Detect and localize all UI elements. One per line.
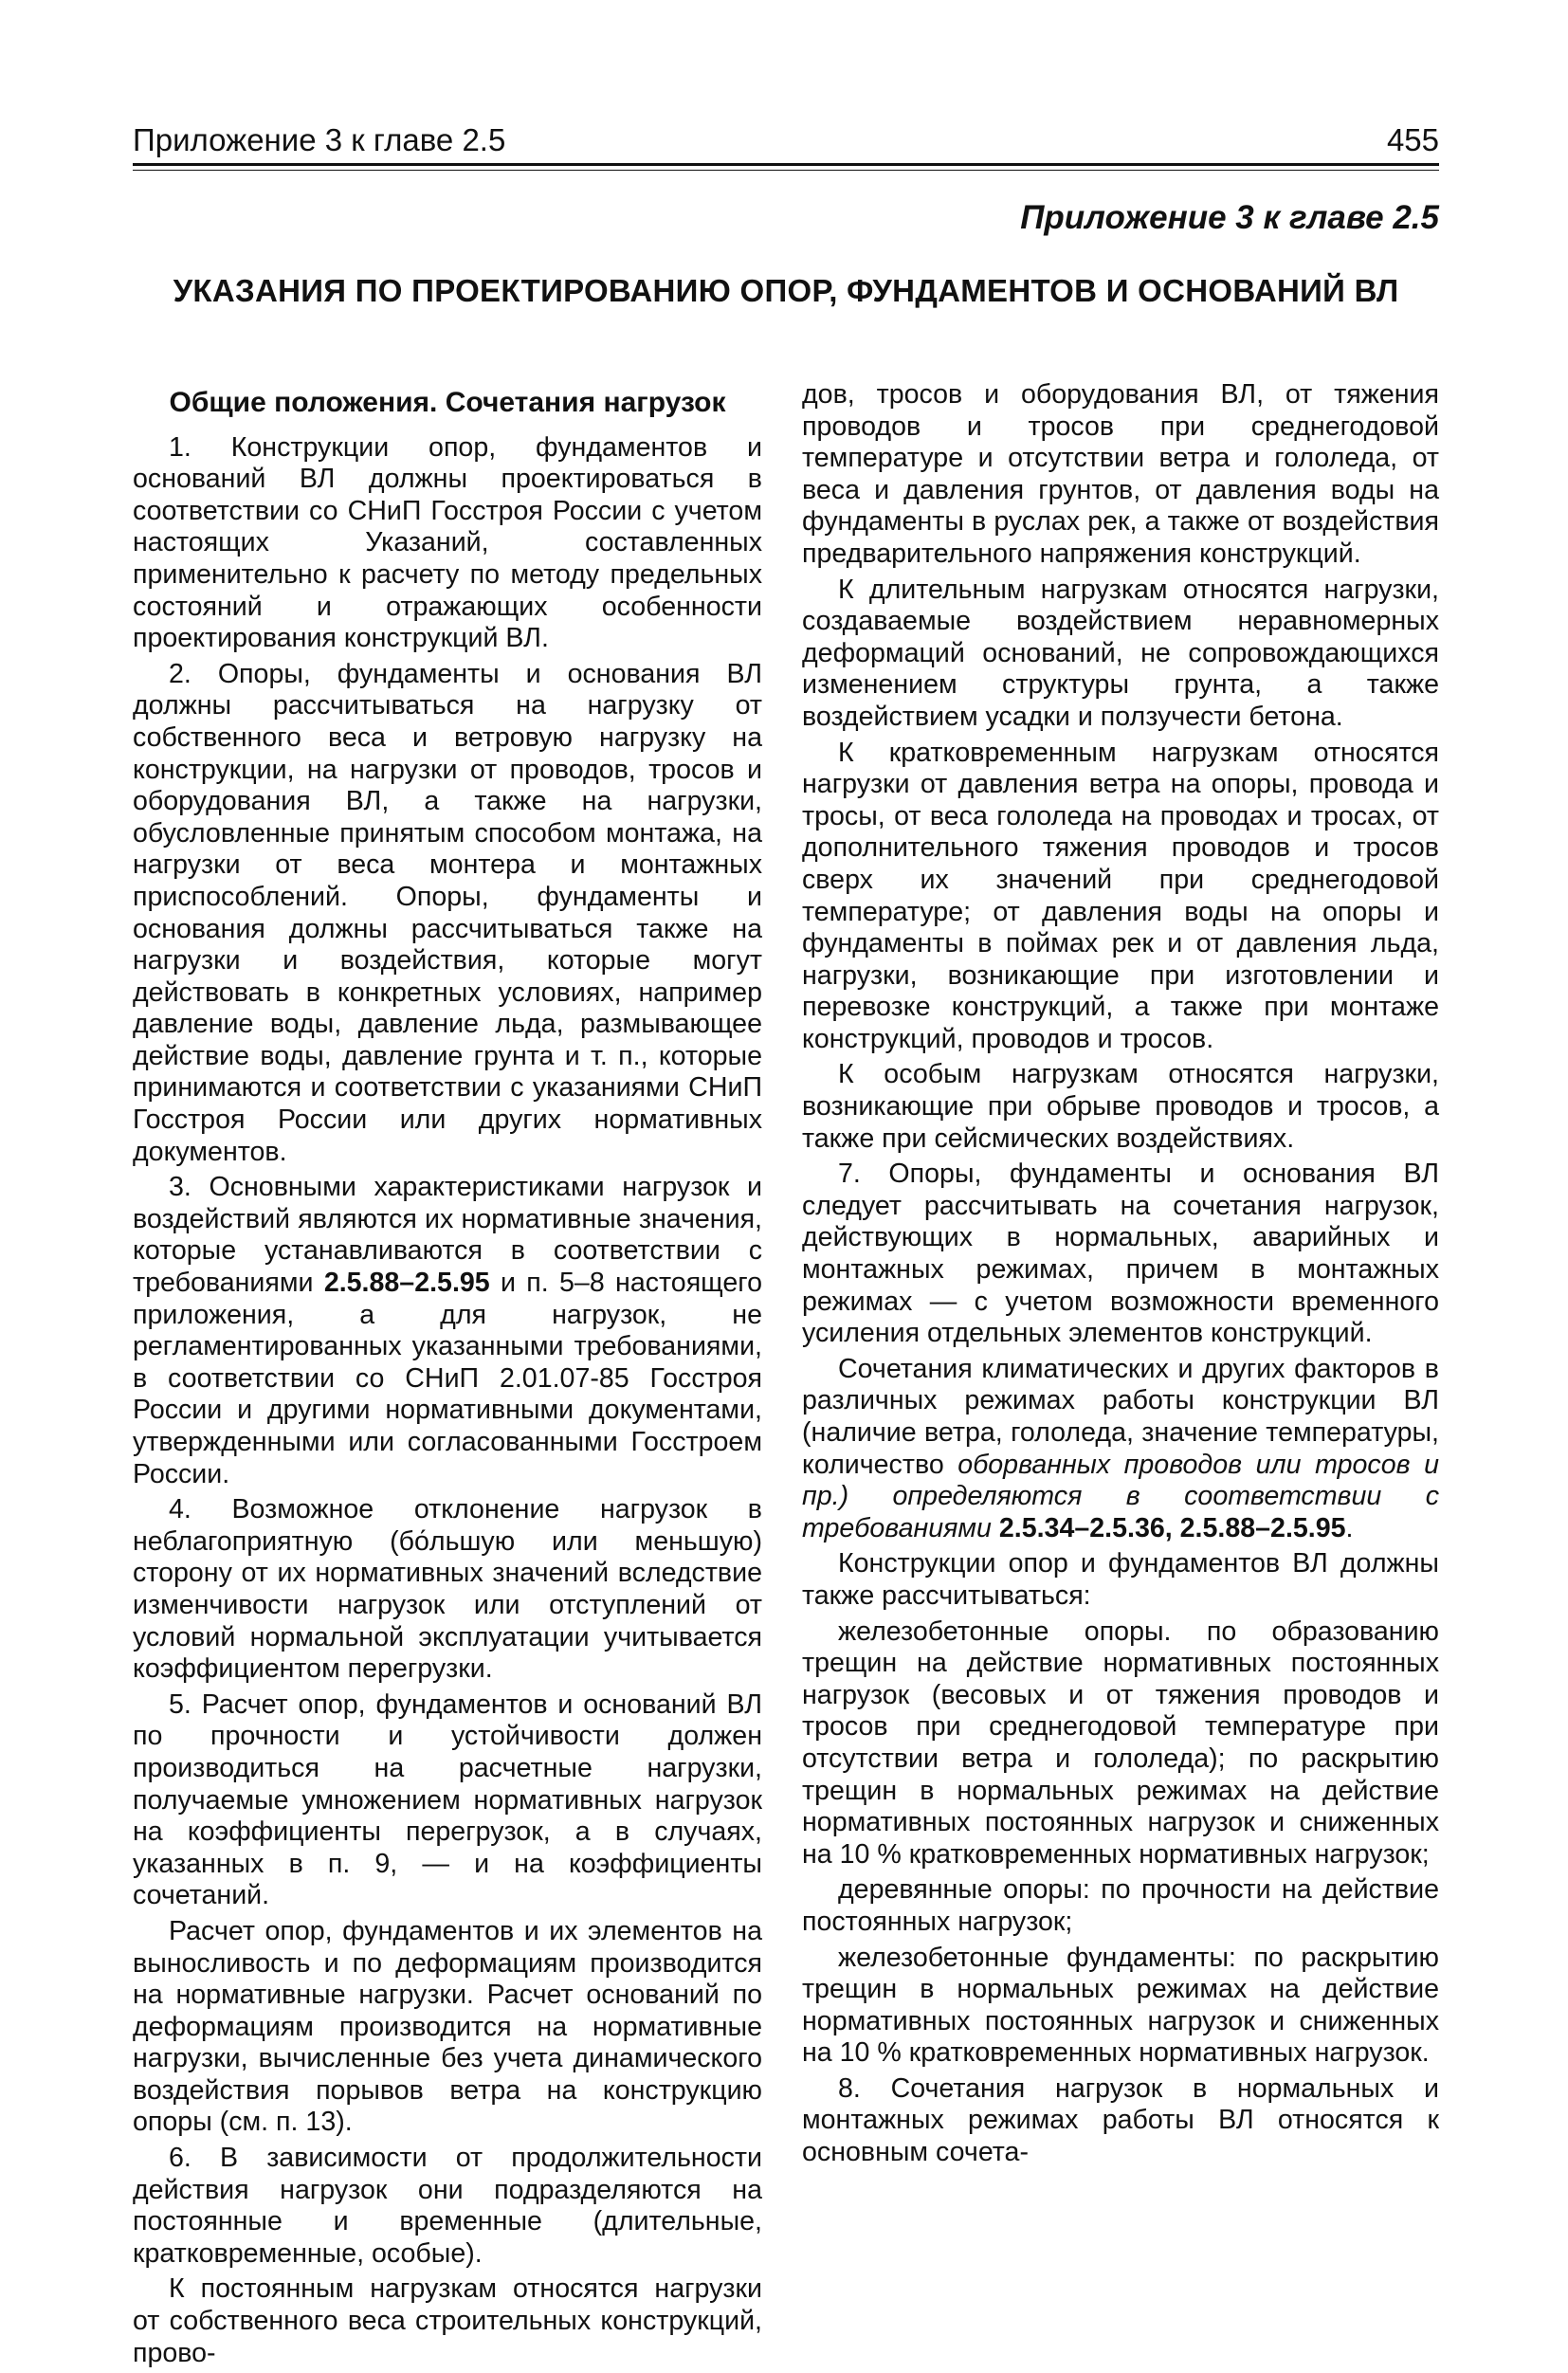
paragraph-7-combinations: 7. Опоры, фундаменты и основания ВЛ следует рассчитывать на сочетания нагрузок, действующих в нормальных, аварийных и монтажных режимах, причем в монтажных режимах — с учетом возможности временного усиления отдельных элементов конструкций. bbox=[802, 1159, 1439, 1349]
header-rule-thick bbox=[133, 163, 1439, 166]
paragraph-special-loads: К особым нагрузкам относятся нагрузки, возникающие при обрыве проводов и тросов, а также при сейсмических воздействиях. bbox=[802, 1059, 1439, 1154]
paragraph-2: 2. Опоры, фундаменты и основания ВЛ должны рассчитываться на нагрузку от собственного веса и ветровую нагрузку на конструкции, на нагрузки от проводов, тросов и оборудования ВЛ, а также на нагрузки, обусловленные принятым способом монтажа, на нагрузки от веса монтера и монтажных приспособлений. Опоры, фундаменты и основания должны рассчитываться также на нагрузки и воздействия, которые могут действовать в конкретных условиях, например давление воды, давление льда, размывающее действие воды, давление грунта и т. п., которые принимаются и соответствии с указаниями СНиП Госстроя России или других нормативных документов. bbox=[133, 658, 762, 1167]
paragraph-3-text-a: 3. Основными характеристиками нагрузок и воздействий являются их нормативные значения, которые устанавливаются в соответствии с требованиями bbox=[133, 1172, 762, 1299]
paragraph-3 bbox=[133, 1172, 762, 1490]
running-title: Приложение 3 к главе 2.5 bbox=[133, 122, 506, 157]
paragraph-4: 4. Возможное отклонение нагрузок в неблагоприятную (бо́льшую или меньшую) сторону от их нормативных значений вследствие изменчивости нагрузок или отступлений от условий нормальной эксплуатации учитывается коэффициентом перегрузки. bbox=[133, 1494, 762, 1685]
paragraph-6: Расчет опор, фундаментов и их элементов на выносливость и по деформациям производится на нормативные нагрузки. Расчет оснований по деформациям производится на нормативные нагрузки, вычисленные без учета динамического воздействия порывов ветра на конструкцию опоры (см. п. 13). bbox=[133, 1915, 762, 2138]
paragraph-climatic-italic: оборванных проводов или тросов и пр.) определяются в соответствии с требованиями bbox=[802, 1449, 1439, 1543]
paragraph-8: К постоянным нагрузкам относятся нагрузки от собственного веса строительных конструкций, прово- bbox=[133, 2273, 762, 2368]
paragraph-5: 5. Расчет опор, фундаментов и оснований ВЛ по прочности и устойчивости должен производиться на расчетные нагрузки, получаемые умножением нормативных нагрузок на коэффициенты перегрузок, а в случаях, указанных в п. 9, — и на коэффициенты сочетаний. bbox=[133, 1688, 762, 1911]
paragraph-climatic-end: . bbox=[1345, 1512, 1354, 1543]
paragraph-rc-poles: железобетонные опоры. по образованию трещин на действие нормативных постоянных нагрузок (весовых и от тяжения проводов и тросов при среднегодовой температуре при отсутствии ветра и гололеда); по раскрытию трещин в нормальных режимах на действие нормативных постоянных нагрузок и сниженных на 10 % кратковременных нормативных нагрузок; bbox=[802, 1615, 1439, 1870]
section-heading: Общие положения. Сочетания нагрузок bbox=[169, 387, 726, 418]
document-title: УКАЗАНИЯ ПО ПРОЕКТИРОВАНИЮ ОПОР, ФУНДАМЕНТОВ И ОСНОВАНИЙ ВЛ bbox=[173, 273, 1399, 308]
paragraph-8: 8. Сочетания нагрузок в нормальных и монтажных режимах работы ВЛ относятся к основным сочета- bbox=[802, 2072, 1439, 2168]
right-column bbox=[802, 379, 1439, 2173]
paragraph-climatic-reference: 2.5.34–2.5.36, 2.5.88–2.5.95 bbox=[991, 1512, 1346, 1543]
paragraph-rc-foundations: железобетонные фундаменты: по раскрытию трещин в нормальных режимах на действие нормативных постоянных нагрузок и сниженных на 10 % кратковременных нормативных нагрузок. bbox=[802, 1942, 1439, 2069]
paragraph-long-term-loads: К длительным нагрузкам относятся нагрузки, создаваемые воздействием неравномерных деформаций оснований, не сопровождающихся изменением структуры грунта, а также воздействием усадки и ползучести бетона. bbox=[802, 574, 1439, 732]
paragraph-climatic-text-a: Сочетания климатических и других факторов в различных режимах работы конструкции ВЛ (наличие ветра, гололеда, значение температуры, количество bbox=[802, 1353, 1439, 1480]
appendix-label: Приложение 3 к главе 2.5 bbox=[1020, 199, 1439, 236]
paragraph-3-text-b: и п. 5–8 настоящего приложения, а для нагрузок, не регламентированных указанными требованиями, в соответствии со СНиП 2.01.07-85 Госстроя России и другими нормативными документами, утвержденными или согласованными Госстроем России. bbox=[133, 1268, 762, 1489]
paragraph-7: 6. В зависимости от продолжительности действия нагрузок они подразделяются на постоянные и временные (длительные, кратковременные, особые). bbox=[133, 2143, 762, 2269]
running-header bbox=[133, 121, 1439, 159]
left-column bbox=[133, 381, 762, 2373]
paragraph-climatic-factors bbox=[802, 1354, 1439, 1545]
paragraph-wooden-poles: деревянные опоры: по прочности на действие постоянных нагрузок; bbox=[802, 1874, 1439, 1937]
page-number: 455 bbox=[1386, 122, 1439, 157]
paragraph-1: 1. Конструкции опор, фундаментов и оснований ВЛ должны проектироваться в соответствии со СНиП Госстроя России с учетом настоящих Указаний, составленных применительно к расчету по методу предельных состояний и отражающих особенности проектирования конструкций ВЛ. bbox=[133, 431, 762, 654]
header-rule-thin bbox=[133, 170, 1439, 171]
paragraph-3-reference: 2.5.88–2.5.95 bbox=[323, 1268, 490, 1299]
paragraph-short-term-loads: К кратковременным нагрузкам относятся нагрузки от давления ветра на опоры, провода и тросы, от веса гололеда на проводах и тросах, от дополнительного тяжения проводов и тросов сверх их значений при среднегодовой температуре; от давления воды на опоры и фундаменты в поймах рек и от давления льда, нагрузки, возникающие при изготовлении и перевозке конструкций, а также при монтаже конструкций, проводов и тросов. bbox=[802, 737, 1439, 1054]
paragraph-also-calculated: Конструкции опор и фундаментов ВЛ должны также рассчитываться: bbox=[802, 1548, 1439, 1611]
paragraph-continued: дов, тросов и оборудования ВЛ, от тяжения проводов и тросов при среднегодовой температуре и отсутствии ветра и гололеда, от веса и давления грунтов, от давления воды на фундаменты в руслах рек, а также от воздействия предварительного напряжения конструкций. bbox=[802, 379, 1439, 569]
